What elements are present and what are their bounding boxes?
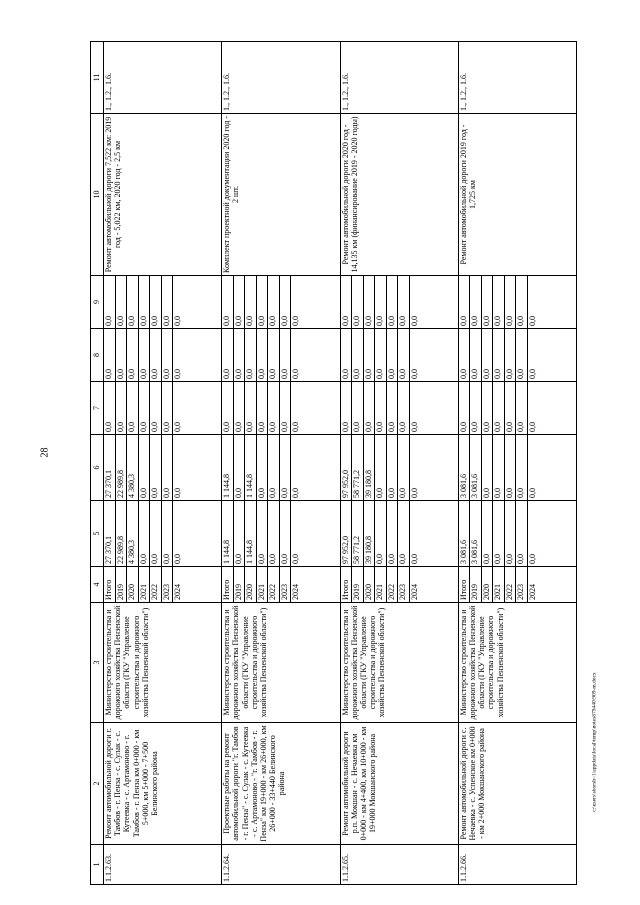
year-cell: 2020 xyxy=(482,567,494,602)
value-cell: 0,0 xyxy=(409,488,419,498)
value-list-c6 xyxy=(222,435,340,501)
value-cell: 0,0 xyxy=(409,422,419,432)
value-cell: 0,0 xyxy=(493,382,505,434)
column-header: 1 xyxy=(91,845,104,885)
year-list xyxy=(104,567,222,603)
value-cell: 27 370,1 xyxy=(104,501,116,566)
row-id: 1.1.2.63. xyxy=(104,845,222,885)
column-header: 6 xyxy=(91,435,104,501)
value-cell: 0,0 xyxy=(409,316,419,326)
value-list-c5 xyxy=(222,501,340,567)
year-cell: 2019 xyxy=(234,567,246,602)
year-cell: Итого xyxy=(104,567,116,602)
value-cell: 0,0 xyxy=(482,435,494,500)
column-header: 8 xyxy=(91,329,104,382)
value-cell: 0,0 xyxy=(470,276,482,328)
value-cell: 0,0 xyxy=(482,501,494,566)
value-cell: 0,0 xyxy=(291,422,301,432)
column-header: 7 xyxy=(91,382,104,435)
value-cell: 0,0 xyxy=(516,382,528,434)
value-cell: 0,0 xyxy=(387,276,399,328)
value-cell: 22 989,8 xyxy=(116,501,128,566)
value-cell: 0,0 xyxy=(291,369,301,379)
value-cell: 58 771,2 xyxy=(352,435,364,500)
value-cell: 0,0 xyxy=(139,435,151,500)
table-container xyxy=(90,42,577,885)
value-cell: 0,0 xyxy=(139,276,151,328)
table-row xyxy=(104,42,222,885)
value-cell: 0,0 xyxy=(268,382,280,434)
responsible-agency: Министерство строительства и дорожного хозяйства Пензенской области (ГКУ "Управление строительства и дорожного хозяйства Пензенской области") xyxy=(458,603,576,723)
value-cell: 0,0 xyxy=(245,382,257,434)
table-row xyxy=(458,42,576,885)
value-cell: 0,0 xyxy=(516,329,528,381)
value-cell: 0,0 xyxy=(268,276,280,328)
value-cell: 0,0 xyxy=(493,276,505,328)
value-cell: 0,0 xyxy=(375,501,387,566)
page-number-text: 28 xyxy=(39,447,51,458)
value-cell: 0,0 xyxy=(482,382,494,434)
value-cell: 0,0 xyxy=(173,369,182,379)
value-cell: 0,0 xyxy=(268,329,280,381)
year-cell: 2020 xyxy=(127,567,139,602)
value-cell: 0,0 xyxy=(222,382,234,434)
value-cell: 0,0 xyxy=(364,329,376,381)
value-list-c7 xyxy=(222,382,340,435)
year-cell: 2022 xyxy=(268,567,280,602)
value-cell: 0,0 xyxy=(341,276,353,328)
value-cell: 0,0 xyxy=(470,329,482,381)
activity-name: Ремонт автомобильной дороги р.п. Мокшан - с. Нечаевка км 0+000 - км 4+400, км 10+000 - км 19+000 Мокшанского района xyxy=(340,723,458,845)
year-cell: 2024 xyxy=(173,584,182,600)
value-cell: 0,0 xyxy=(409,369,419,379)
expected-result: Ремонт автомобильной дороги 7,522 км: 2019 год - 5,022 км, 2020 год - 2,5 км xyxy=(104,114,222,276)
value-cell: 0,0 xyxy=(104,329,116,381)
value-cell: 0,0 xyxy=(505,329,517,381)
value-cell: 0,0 xyxy=(493,329,505,381)
value-cell: 0,0 xyxy=(493,435,505,500)
value-cell: 3 081,6 xyxy=(459,501,471,566)
value-list-c5 xyxy=(458,501,576,567)
value-cell: 0,0 xyxy=(127,329,139,381)
value-cell: 27 370,1 xyxy=(104,435,116,500)
value-cell: 0,0 xyxy=(162,382,174,434)
value-cell: 0,0 xyxy=(459,276,471,328)
year-cell: 2024 xyxy=(291,584,301,600)
value-list-c6 xyxy=(104,435,222,501)
value-list-c9 xyxy=(222,276,340,329)
value-cell: 0,0 xyxy=(398,435,410,500)
value-cell: 0,0 xyxy=(387,382,399,434)
value-list-c5 xyxy=(340,501,458,567)
value-list-c5 xyxy=(104,501,222,567)
value-cell: 0,0 xyxy=(482,329,494,381)
value-cell: 4 380,3 xyxy=(127,501,139,566)
value-cell: 0,0 xyxy=(127,382,139,434)
responsible-agency: Министерство строительства и дорожного хозяйства Пензенской области (ГКУ "Управление строительства и дорожного хозяйства Пензенской области") xyxy=(340,603,458,723)
value-cell: 0,0 xyxy=(291,488,301,498)
value-cell: 0,0 xyxy=(516,276,528,328)
row-id: 1.1.2.64. xyxy=(222,845,340,885)
value-cell: 0,0 xyxy=(409,554,419,564)
value-cell: 0,0 xyxy=(173,422,182,432)
value-cell: 0,0 xyxy=(257,329,269,381)
expected-result: Комплект проектной документации 2020 год - 2 шт. xyxy=(222,114,340,276)
value-cell: 0,0 xyxy=(352,329,364,381)
value-cell: 0,0 xyxy=(341,382,353,434)
year-cell: 2023 xyxy=(280,567,292,602)
year-list xyxy=(222,567,340,603)
value-cell: 0,0 xyxy=(280,382,292,434)
value-list-c7 xyxy=(458,382,576,435)
file-path-text: c:\users\sborsh~1\appdata\local\temp\notes879440\909-m.docx xyxy=(592,672,599,812)
expected-result: Ремонт автомобильной дороги 2019 год - 1,725 км xyxy=(458,114,576,276)
value-list-c8 xyxy=(104,329,222,382)
value-cell: 0,0 xyxy=(527,316,537,326)
value-cell: 1 144,8 xyxy=(222,501,234,566)
column-header: 3 xyxy=(91,603,104,723)
year-cell: 2022 xyxy=(505,567,517,602)
value-cell: 0,0 xyxy=(234,501,246,566)
value-cell: 0,0 xyxy=(364,276,376,328)
column-header: 2 xyxy=(91,723,104,845)
value-cell: 0,0 xyxy=(527,488,537,498)
year-cell: Итого xyxy=(459,567,471,602)
value-cell: 0,0 xyxy=(493,501,505,566)
value-cell: 3 081,6 xyxy=(470,501,482,566)
column-header: 11 xyxy=(91,42,104,114)
value-cell: 0,0 xyxy=(352,382,364,434)
value-cell: 3 081,6 xyxy=(470,435,482,500)
value-cell: 0,0 xyxy=(291,554,301,564)
indicator-ref: 1., 1.2., 1.6. xyxy=(340,42,458,114)
activity-name: Ремонт автомобильной дороги г. Тамбов - г. Пенза - с. Сулак - с. Кутеевка - с. Артамоново - г. Тамбов - г. Пенза км 0+000 - км 5+000, км 5+000 - 7+500 Белинского района xyxy=(104,723,222,845)
year-cell: 2022 xyxy=(150,567,162,602)
year-cell: 2019 xyxy=(470,567,482,602)
value-cell: 0,0 xyxy=(173,554,182,564)
value-cell: 0,0 xyxy=(257,501,269,566)
year-cell: 2019 xyxy=(352,567,364,602)
value-cell: 0,0 xyxy=(505,276,517,328)
value-cell: 0,0 xyxy=(398,276,410,328)
column-header: 5 xyxy=(91,501,104,567)
value-cell: 0,0 xyxy=(516,435,528,500)
year-list xyxy=(458,567,576,603)
value-cell: 0,0 xyxy=(280,501,292,566)
value-cell: 97 952,0 xyxy=(341,501,353,566)
value-cell: 0,0 xyxy=(516,501,528,566)
value-cell: 0,0 xyxy=(234,276,246,328)
year-cell: 2024 xyxy=(409,584,419,600)
value-cell: 58 771,2 xyxy=(352,501,364,566)
year-cell: 2020 xyxy=(364,567,376,602)
value-cell: 0,0 xyxy=(341,329,353,381)
value-cell: 0,0 xyxy=(268,435,280,500)
expected-result: Ремонт автомобильной дороги 2020 год - 14,135 км (финансирование 2019 - 2020 годы) xyxy=(340,114,458,276)
responsible-agency: Министерство строительства и дорожного хозяйства Пензенской области (ГКУ "Управление строительства и дорожного хозяйства Пензенской области") xyxy=(222,603,340,723)
value-cell: 0,0 xyxy=(505,382,517,434)
activity-name: Ремонт автомобильной дороги с. Нечаевка - с. Успенское км 0+000 - км 2+000 Мокшанского района xyxy=(458,723,576,845)
value-cell: 0,0 xyxy=(257,435,269,500)
value-cell: 0,0 xyxy=(280,276,292,328)
value-cell: 0,0 xyxy=(139,501,151,566)
value-list-c9 xyxy=(340,276,458,329)
value-list-c8 xyxy=(222,329,340,382)
value-list-c9 xyxy=(458,276,576,329)
value-cell: 0,0 xyxy=(398,501,410,566)
table-row xyxy=(222,42,340,885)
indicator-ref: 1., 1.2., 1.6. xyxy=(458,42,576,114)
value-cell: 0,0 xyxy=(234,329,246,381)
value-cell: 0,0 xyxy=(173,316,182,326)
year-cell: Итого xyxy=(341,567,353,602)
value-cell: 3 081,6 xyxy=(459,435,471,500)
value-cell: 0,0 xyxy=(280,329,292,381)
header-row xyxy=(91,42,104,885)
value-cell: 0,0 xyxy=(459,329,471,381)
value-cell: 0,0 xyxy=(116,276,128,328)
value-cell: 0,0 xyxy=(375,329,387,381)
table-row xyxy=(340,42,458,885)
value-cell: 0,0 xyxy=(398,382,410,434)
value-cell: 0,0 xyxy=(375,382,387,434)
page-number xyxy=(35,0,55,905)
program-table xyxy=(90,41,577,885)
value-cell: 39 180,8 xyxy=(364,501,376,566)
value-cell: 1 144,8 xyxy=(245,501,257,566)
year-cell: 2020 xyxy=(245,567,257,602)
value-list-c6 xyxy=(340,435,458,501)
year-cell: 2022 xyxy=(387,567,399,602)
value-cell: 0,0 xyxy=(257,276,269,328)
value-cell: 1 144,8 xyxy=(245,435,257,500)
value-cell: 0,0 xyxy=(291,316,301,326)
value-cell: 0,0 xyxy=(150,501,162,566)
value-cell: 0,0 xyxy=(280,435,292,500)
year-cell: 2021 xyxy=(493,567,505,602)
year-cell: Итого xyxy=(222,567,234,602)
responsible-agency: Министерство строительства и дорожного хозяйства Пензенской области (ГКУ "Управление строительства и дорожного хозяйства Пензенской области") xyxy=(104,603,222,723)
value-cell: 0,0 xyxy=(150,276,162,328)
value-list-c7 xyxy=(340,382,458,435)
value-cell: 22 989,8 xyxy=(116,435,128,500)
value-list-c7 xyxy=(104,382,222,435)
year-cell: 2021 xyxy=(257,567,269,602)
value-cell: 39 180,8 xyxy=(364,435,376,500)
value-cell: 0,0 xyxy=(150,435,162,500)
value-list-c9 xyxy=(104,276,222,329)
value-cell: 0,0 xyxy=(222,329,234,381)
column-header: 10 xyxy=(91,114,104,276)
value-cell: 1 144,8 xyxy=(222,435,234,500)
value-cell: 0,0 xyxy=(527,554,537,564)
value-cell: 0,0 xyxy=(127,276,139,328)
value-cell: 0,0 xyxy=(234,435,246,500)
year-cell: 2024 xyxy=(527,584,537,600)
value-cell: 0,0 xyxy=(116,382,128,434)
value-cell: 0,0 xyxy=(234,382,246,434)
value-list-c6 xyxy=(458,435,576,501)
year-cell: 2019 xyxy=(116,567,128,602)
indicator-ref: 1., 1.2., 1.6. xyxy=(104,42,222,114)
row-id: 1.1.2.66. xyxy=(458,845,576,885)
value-list-c8 xyxy=(458,329,576,382)
value-cell: 0,0 xyxy=(162,329,174,381)
value-cell: 0,0 xyxy=(150,382,162,434)
value-cell: 0,0 xyxy=(352,276,364,328)
value-cell: 0,0 xyxy=(150,329,162,381)
value-cell: 0,0 xyxy=(245,276,257,328)
value-cell: 0,0 xyxy=(387,435,399,500)
year-cell: 2023 xyxy=(162,567,174,602)
value-cell: 97 952,0 xyxy=(341,435,353,500)
value-cell: 0,0 xyxy=(222,276,234,328)
value-cell: 0,0 xyxy=(398,329,410,381)
value-cell: 0,0 xyxy=(375,435,387,500)
value-cell: 4 380,3 xyxy=(127,435,139,500)
value-cell: 0,0 xyxy=(505,435,517,500)
year-cell: 2023 xyxy=(516,567,528,602)
value-cell: 0,0 xyxy=(104,382,116,434)
value-cell: 0,0 xyxy=(527,369,537,379)
value-cell: 0,0 xyxy=(173,488,182,498)
value-cell: 0,0 xyxy=(162,435,174,500)
value-cell: 0,0 xyxy=(162,276,174,328)
column-header: 4 xyxy=(91,567,104,603)
file-path-footer xyxy=(587,0,603,905)
column-header: 9 xyxy=(91,276,104,329)
value-cell: 0,0 xyxy=(527,422,537,432)
value-cell: 0,0 xyxy=(245,329,257,381)
value-cell: 0,0 xyxy=(116,329,128,381)
activity-name: Проектные работы на ремонт автомобильной дороги "г. Тамбов - г. Пенза" - с. Сулак - с. Кутеевка - с. Артамоново - "г. Тамбов - г. Пенза" км 19+000 - км 26+000, км 26+000 - 33+440 Белинского района xyxy=(222,723,340,845)
indicator-ref: 1., 1.2., 1.6. xyxy=(222,42,340,114)
value-cell: 0,0 xyxy=(162,501,174,566)
year-cell: 2021 xyxy=(375,567,387,602)
value-cell: 0,0 xyxy=(470,382,482,434)
value-cell: 0,0 xyxy=(505,501,517,566)
year-list xyxy=(340,567,458,603)
value-cell: 0,0 xyxy=(104,276,116,328)
row-id: 1.1.2.65. xyxy=(340,845,458,885)
year-cell: 2021 xyxy=(139,567,151,602)
value-cell: 0,0 xyxy=(268,501,280,566)
value-cell: 0,0 xyxy=(375,276,387,328)
value-cell: 0,0 xyxy=(364,382,376,434)
value-cell: 0,0 xyxy=(387,329,399,381)
value-cell: 0,0 xyxy=(257,382,269,434)
value-cell: 0,0 xyxy=(482,276,494,328)
value-cell: 0,0 xyxy=(459,382,471,434)
value-list-c8 xyxy=(340,329,458,382)
value-cell: 0,0 xyxy=(387,501,399,566)
value-cell: 0,0 xyxy=(139,329,151,381)
year-cell: 2023 xyxy=(398,567,410,602)
value-cell: 0,0 xyxy=(139,382,151,434)
